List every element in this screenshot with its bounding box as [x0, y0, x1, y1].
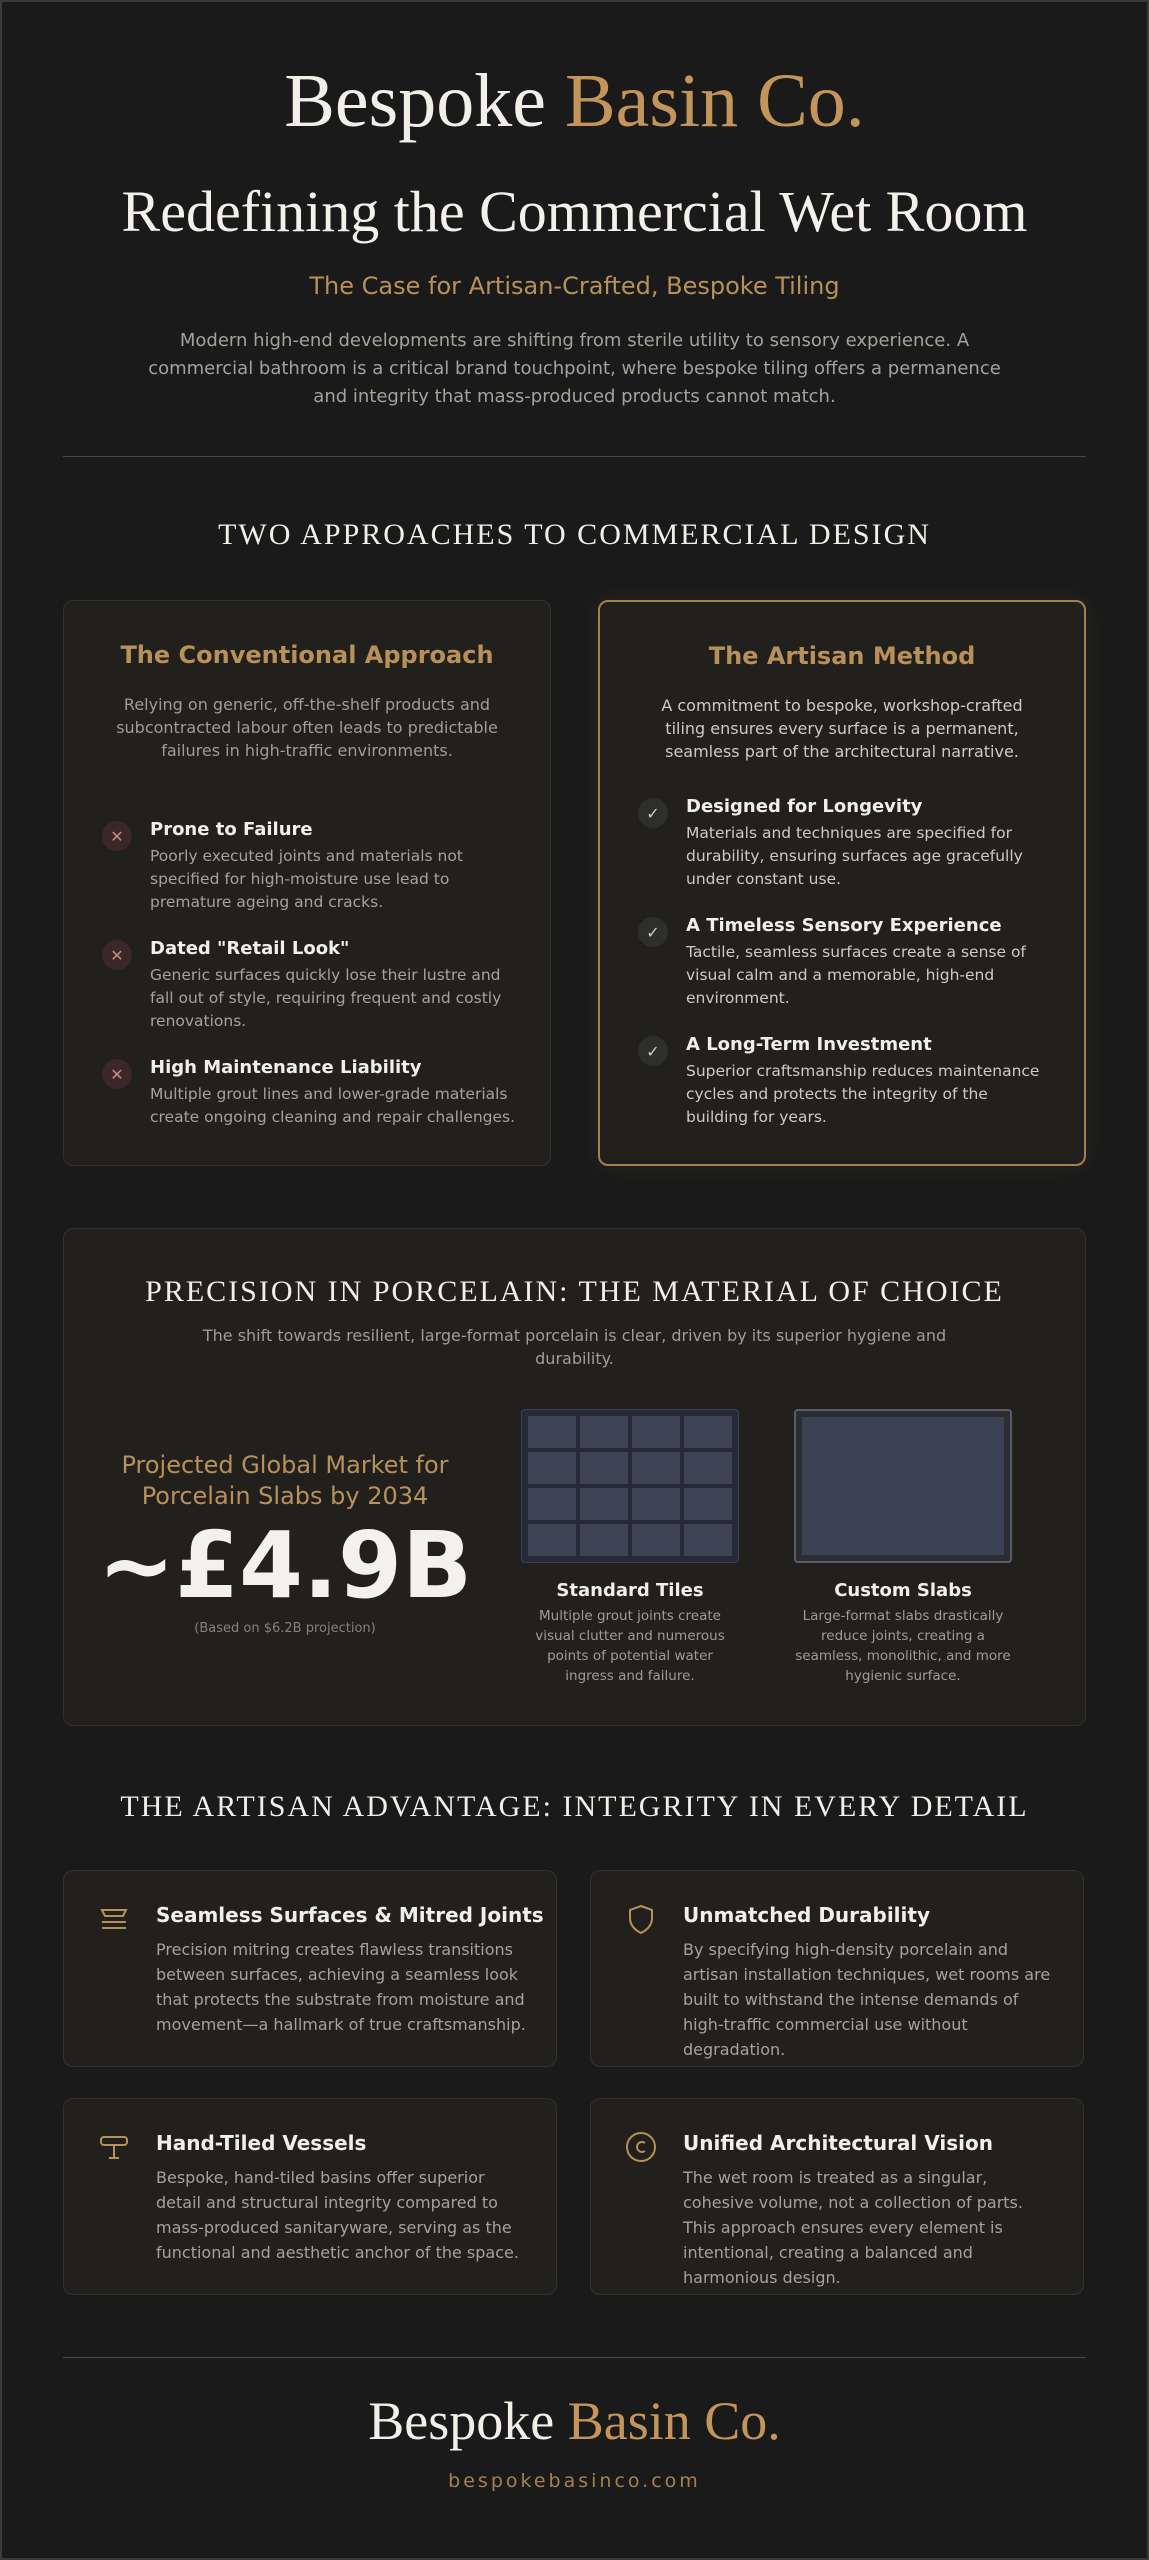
- advantage-description: The wet room is treated as a singular, cohesive volume, not a collection of parts. This approach ensures every element is intentional, creating a balanced and harmonious design.: [683, 2168, 1023, 2287]
- item-title: A Long-Term Investment: [686, 1034, 932, 1055]
- conventional-description: Relying on generic, off-the-shelf products and subcontracted labour often leads to predictable failures in high-traffic environments.: [116, 695, 498, 760]
- brand-logo: [0, 58, 1149, 145]
- item-description: Poorly executed joints and materials not specified for high-moisture use lead to premature ageing and cracks.: [150, 847, 463, 911]
- advantage-card: [63, 1870, 557, 2067]
- x-icon: ✕: [102, 1059, 132, 1089]
- brand-word-2: Basin Co.: [564, 59, 865, 143]
- footer-brand-word-1: Bespoke: [368, 2391, 555, 2451]
- spiral-icon: [623, 2129, 659, 2165]
- footer-brand-logo: [0, 2390, 1149, 2452]
- advantage-title: Unified Architectural Vision: [683, 2131, 993, 2155]
- section-title-porcelain: PRECISION IN PORCELAIN: THE MATERIAL OF CHOICE: [145, 1275, 1004, 1308]
- item-title: Dated "Retail Look": [150, 938, 350, 959]
- advantage-title: Unmatched Durability: [683, 1903, 930, 1927]
- item-description: Tactile, seamless surfaces create a sense of visual calm and a memorable, high-end environment.: [686, 943, 1026, 1007]
- standard-tiles-title: Standard Tiles: [556, 1580, 704, 1601]
- item-description: Superior craftsmanship reduces maintenance cycles and protects the integrity of the building for years.: [686, 1062, 1040, 1126]
- standard-tiles-description: Multiple grout joints create visual clutter and numerous points of potential water ingress and failure.: [535, 1608, 725, 1684]
- page-title: Redefining the Commercial Wet Room: [121, 179, 1028, 244]
- footer-website-link[interactable]: bespokebasinco.com: [448, 2470, 701, 2492]
- brand-word-1: Bespoke: [284, 59, 546, 143]
- artisan-description: A commitment to bespoke, workshop-crafted tiling ensures every surface is a permanent, seamless part of the architectural narrative.: [661, 696, 1023, 761]
- check-icon: ✓: [638, 917, 668, 947]
- advantage-description: By specifying high-density porcelain and artisan installation techniques, wet rooms are built to withstand the intense demands of high-traffic commercial use without degradation.: [683, 1940, 1051, 2059]
- custom-slab-illustration: [794, 1409, 1012, 1563]
- advantage-title: Seamless Surfaces & Mitred Joints: [156, 1903, 544, 1927]
- item-description: Multiple grout lines and lower-grade materials create ongoing cleaning and repair challenges.: [150, 1085, 516, 1126]
- footer-divider: [63, 2357, 1086, 2358]
- shield-icon: [623, 1901, 659, 1937]
- item-title: High Maintenance Liability: [150, 1057, 422, 1078]
- item-title: Prone to Failure: [150, 819, 313, 840]
- advantage-description: Bespoke, hand-tiled basins offer superior detail and structural integrity compared to mass-produced sanitaryware, serving as the functional and aesthetic anchor of the space.: [156, 2168, 519, 2262]
- artisan-card: [598, 600, 1086, 1166]
- section-title-advantage: THE ARTISAN ADVANTAGE: INTEGRITY IN EVERY DETAIL: [120, 1790, 1029, 1823]
- layers-icon: [96, 1901, 132, 1937]
- divider: [63, 456, 1086, 457]
- advantage-card: [590, 2098, 1084, 2295]
- conventional-card: [63, 600, 551, 1166]
- standard-tiles-illustration: [521, 1409, 739, 1563]
- item-title: A Timeless Sensory Experience: [686, 915, 1002, 936]
- advantage-description: Precision mitring creates flawless transitions between surfaces, achieving a seamless look that protects the substrate from moisture and movement—a hallmark of true craftsmanship.: [156, 1940, 526, 2034]
- artisan-title: The Artisan Method: [708, 642, 976, 670]
- section-title-approaches: TWO APPROACHES TO COMMERCIAL DESIGN: [218, 518, 931, 551]
- x-icon: ✕: [102, 821, 132, 851]
- market-note: (Based on $6.2B projection): [194, 1621, 376, 1636]
- custom-slabs-title: Custom Slabs: [834, 1580, 972, 1601]
- basin-icon: [96, 2129, 132, 2165]
- market-value: ~£4.9B: [97, 1512, 473, 1619]
- item-title: Designed for Longevity: [686, 796, 923, 817]
- footer-brand-word-2: Basin Co.: [567, 2391, 781, 2451]
- market-label: Projected Global Market for Porcelain Slabs by 2034: [121, 1451, 449, 1510]
- advantage-card: [590, 1870, 1084, 2067]
- conventional-title: The Conventional Approach: [120, 641, 494, 669]
- porcelain-description: The shift towards resilient, large-format porcelain is clear, driven by its superior hygiene and durability.: [202, 1326, 947, 1368]
- x-icon: ✕: [102, 940, 132, 970]
- advantage-card: [63, 2098, 557, 2295]
- item-description: Materials and techniques are specified for durability, ensuring surfaces age gracefully under constant use.: [686, 824, 1023, 888]
- check-icon: ✓: [638, 798, 668, 828]
- advantage-title: Hand-Tiled Vessels: [156, 2131, 367, 2155]
- custom-slabs-description: Large-format slabs drastically reduce joints, creating a seamless, monolithic, and more hygienic surface.: [795, 1608, 1011, 1684]
- item-description: Generic surfaces quickly lose their lustre and fall out of style, requiring frequent and costly renovations.: [150, 966, 502, 1030]
- intro-text: Modern high-end developments are shifting from sterile utility to sensory experience. A commercial bathroom is a critical brand touchpoint, where bespoke tiling offers a permanence and integrity that mass-produced products cannot match.: [148, 330, 1001, 407]
- page-subtitle: The Case for Artisan-Crafted, Bespoke Tiling: [309, 272, 840, 300]
- check-icon: ✓: [638, 1036, 668, 1066]
